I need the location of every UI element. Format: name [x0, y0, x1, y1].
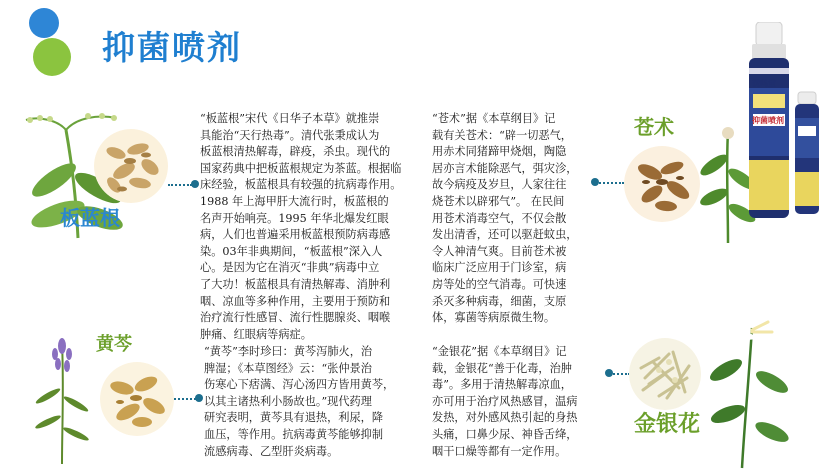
huangqin-connector [174, 398, 196, 400]
huangqin-herb-image [100, 362, 174, 436]
jinyinhua-connector-dot [605, 369, 613, 377]
decorative-blue-dot [29, 8, 59, 38]
jinyinhua-description: “金银花”据《本草纲目》记 载，金银花“善于化毒，治肿 毒”。多用于清热解毒凉血， 亦可用于治疗风热感冒，温病 发热，对外感风热引起的身热 头痛，口鼻少尿、神昏舌绛， 咽干口燥等都有一定作用。 [432, 345, 578, 458]
huangqin-plant-illustration [22, 338, 102, 466]
jinyinhua-herb-image [629, 338, 701, 410]
jinyinhua-plant-illustration [702, 320, 798, 470]
huangqin-label: 黄芩 [96, 334, 132, 355]
page-title: 抑菌喷剂 [102, 28, 242, 67]
decorative-green-dot [33, 38, 71, 76]
huangqin-connector-dot [195, 394, 203, 402]
bottle-label: 抑菌喷剂 [752, 116, 784, 125]
bottle-brand: 鹊鸣堂 [752, 79, 776, 88]
banlangen-herb-image [94, 129, 168, 203]
huangqin-description: “黄芩”李时珍曰：黄芩泻肺火，治 脾湿；《本草图经》云：“张仲景治 伤寒心下痞满、泻心汤四方皆用黄芩， 以其主诸热利小肠故也。”现代药理 研究表明，黄芩具有退热，利尿，降 血压，等作用。抗病毒黄芩能够抑制 流感病毒、乙型肝炎病毒。 [204, 345, 395, 458]
cangzhu-description: “苍术”据《本草纲目》记 载有关苍术：“辟一切恶气， 用赤术同猪蹄甲烧烟，陶隐 居亦言术能除恶气，弭灾沴， 故今病疫及岁旦，人家往往 烧苍术以辟邪气”。 在民间 用苍术消毒空气，不仅会散 发出清香，还可以驱赶蚊虫， 令人神清气爽。目前苍术被 临床广泛应用于门诊室，病 房等处的空气消毒。可快速 杀灭多种病毒，细菌，支原 体，寡菌等病原微生物。 [432, 112, 578, 325]
banlangen-label: 板蓝根 [60, 206, 120, 230]
spray-bottles-illustration [735, 22, 840, 222]
cangzhu-label: 苍术 [634, 115, 674, 139]
banlangen-connector [168, 184, 192, 186]
banlangen-description: “板蓝根”宋代《日华子本草》就推崇 具能治“天行热毒”。清代张秉成认为 板蓝根清热解毒，辟疫，杀虫。现代的 国家药典中把板蓝根规定为茶蓝。根据临 床经验，板蓝根具有较强的抗病毒作用。 1988 年上海甲肝大流行时，板蓝根的 名声开始响亮。1995 年华北爆发红眼 病，人们也普遍采用板蓝根预防病毒感 染。03年非典期间，“板蓝根”深入人 心。是因为它在消灭“非典”病毒中立 了大功！板蓝根具有清热解毒、消肿利 咽、凉血等多种作用，主要用于预防和 治疗流行性感冒、流行性腮腺炎、咽喉 肿痛、红眼病等病症。 [200, 112, 402, 341]
jinyinhua-label: 金银花 [634, 412, 701, 437]
cangzhu-herb-image [624, 146, 700, 222]
banlangen-connector-dot [191, 180, 199, 188]
jinyinhua-connector [610, 373, 630, 375]
cangzhu-connector-dot [591, 178, 599, 186]
cangzhu-connector [596, 182, 624, 184]
